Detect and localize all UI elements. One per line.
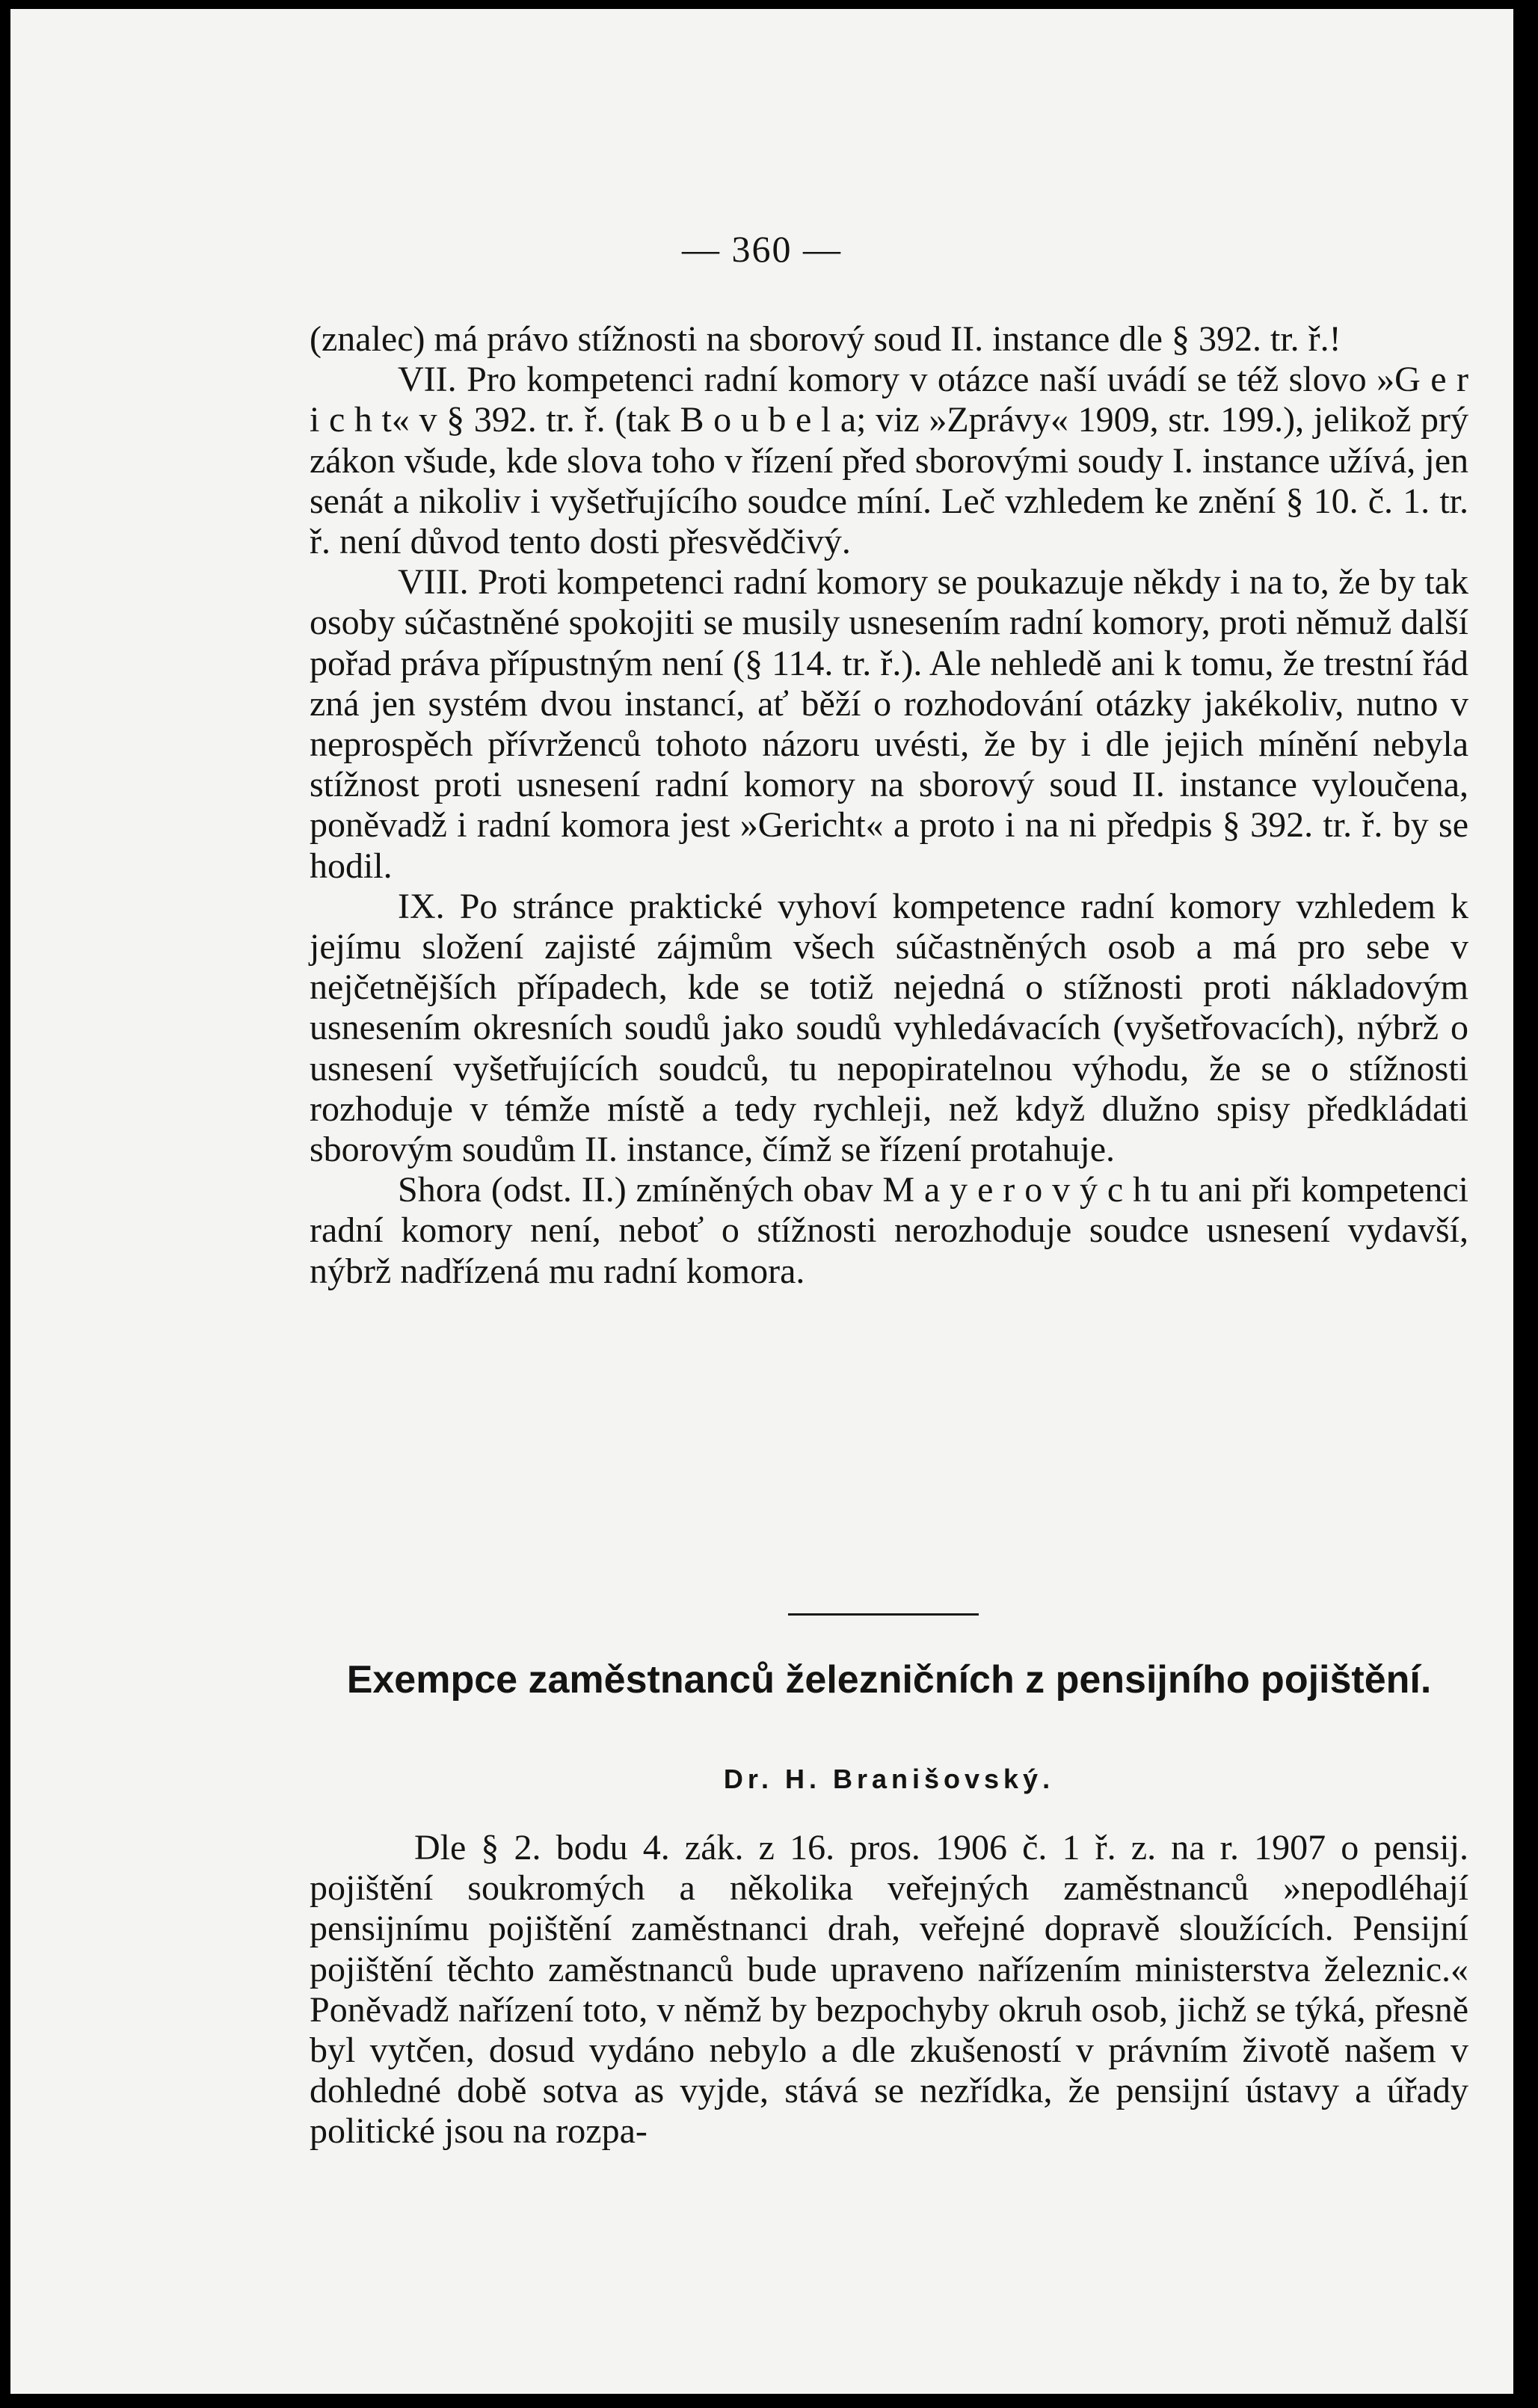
article-author: Dr. H. Branišovský. <box>723 1764 1055 1794</box>
paragraph-continuation: (znalec) má právo stížnosti na sborový soud II. instance dle § 392. tr. ř.! <box>310 319 1341 359</box>
paragraph-viii: VIII. Proti kompetenci radní komory se poukazuje někdy i na to, že by tak osoby súčastněné spokojiti se musily usnesením radní komory, proti němuž další pořad práva přípustným není (§ 114. tr. ř.). Ale nehledě ani k tomu, že trestní řád zná jen systém dvou instancí, ať běží o rozhodování otázky jakékoliv, nutno v neprospěch přívrženců tohoto názoru uvésti, že by i dle jejich mínění nebyla stížnost proti usnesení radní komory na sborový soud II. instance vyloučena, poněvadž i radní komora jest »Gericht« a proto i na ni předpis § 392. tr. ř. by se hodil. <box>310 562 1469 886</box>
previous-article-text <box>310 319 1468 1292</box>
paragraph-ix: IX. Po stránce praktické vyhoví kompetence radní komory vzhledem k jejímu složení zajisté zájmům všech súčastněných osob a má pro sebe v nejčetnějších případech, kde se totiž nejedná o stížnosti proti nákladovým usnesením okresních soudů jako soudů vyhledávacích (vyšetřovacích), nýbrž o usnesení vyšetřujících soudců, tu nepopiratelnou výhodu, že se o stížnosti rozhoduje v témže místě a tedy rychleji, než když dlužno spisy předkládati sborovým soudům II. instance, čímž se řízení protahuje. <box>310 886 1468 1170</box>
article-paragraph: Dle § 2. bodu 4. zák. z 16. pros. 1906 č. 1 ř. z. na r. 1907 o pensij. pojištění soukromých a několika veřejných zaměstnanců »nepodléhají pensijnímu pojištění zaměstnanci drah, veřejné dopravě sloužících. Pensijní pojištění těchto zaměstnanců bude upraveno nařízením ministerstva železnic.« Poněvadž nařízení toto, v němž by bezpochyby okruh osob, jichž se týká, přesně byl vytčen, dosud vydáno nebylo a dle zkušeností v právním životě našem v dohledné době sotva as vyjde, stává se nezřídka, že pensijní ústavy a úřady politické jsou na rozpa- <box>310 1828 1468 2152</box>
book-page <box>10 9 1513 2394</box>
paragraph-vii: VII. Pro kompetenci radní komory v otázce naší uvádí se též slovo »G e r i c h t« v § 392. tr. ř. (tak B o u b e l a; viz »Zprávy« 1909, str. 199.), jelikož prý zákon všude, kde slova toho v řízení před sborovými soudy I. instance užívá, jen senát a nikoliv i vyšetřujícího soudce míní. Leč vzhledem ke znění § 10. č. 1. tr. ř. není důvod tento dosti přesvědčivý. <box>310 360 1468 562</box>
section-divider <box>788 1613 979 1616</box>
article-title: Exempce zaměstnanců železničních z pensijního pojištění. <box>346 1658 1432 1702</box>
page-number: — 360 — <box>682 228 842 270</box>
paragraph-closing: Shora (odst. II.) zmíněných obav M a y e r o v ý c h tu ani při kompetenci radní komory není, neboť o stížnosti nerozhoduje soudce usnesení vydavší, nýbrž nadřízená mu radní komora. <box>310 1170 1468 1291</box>
article-body <box>310 1828 1468 2152</box>
